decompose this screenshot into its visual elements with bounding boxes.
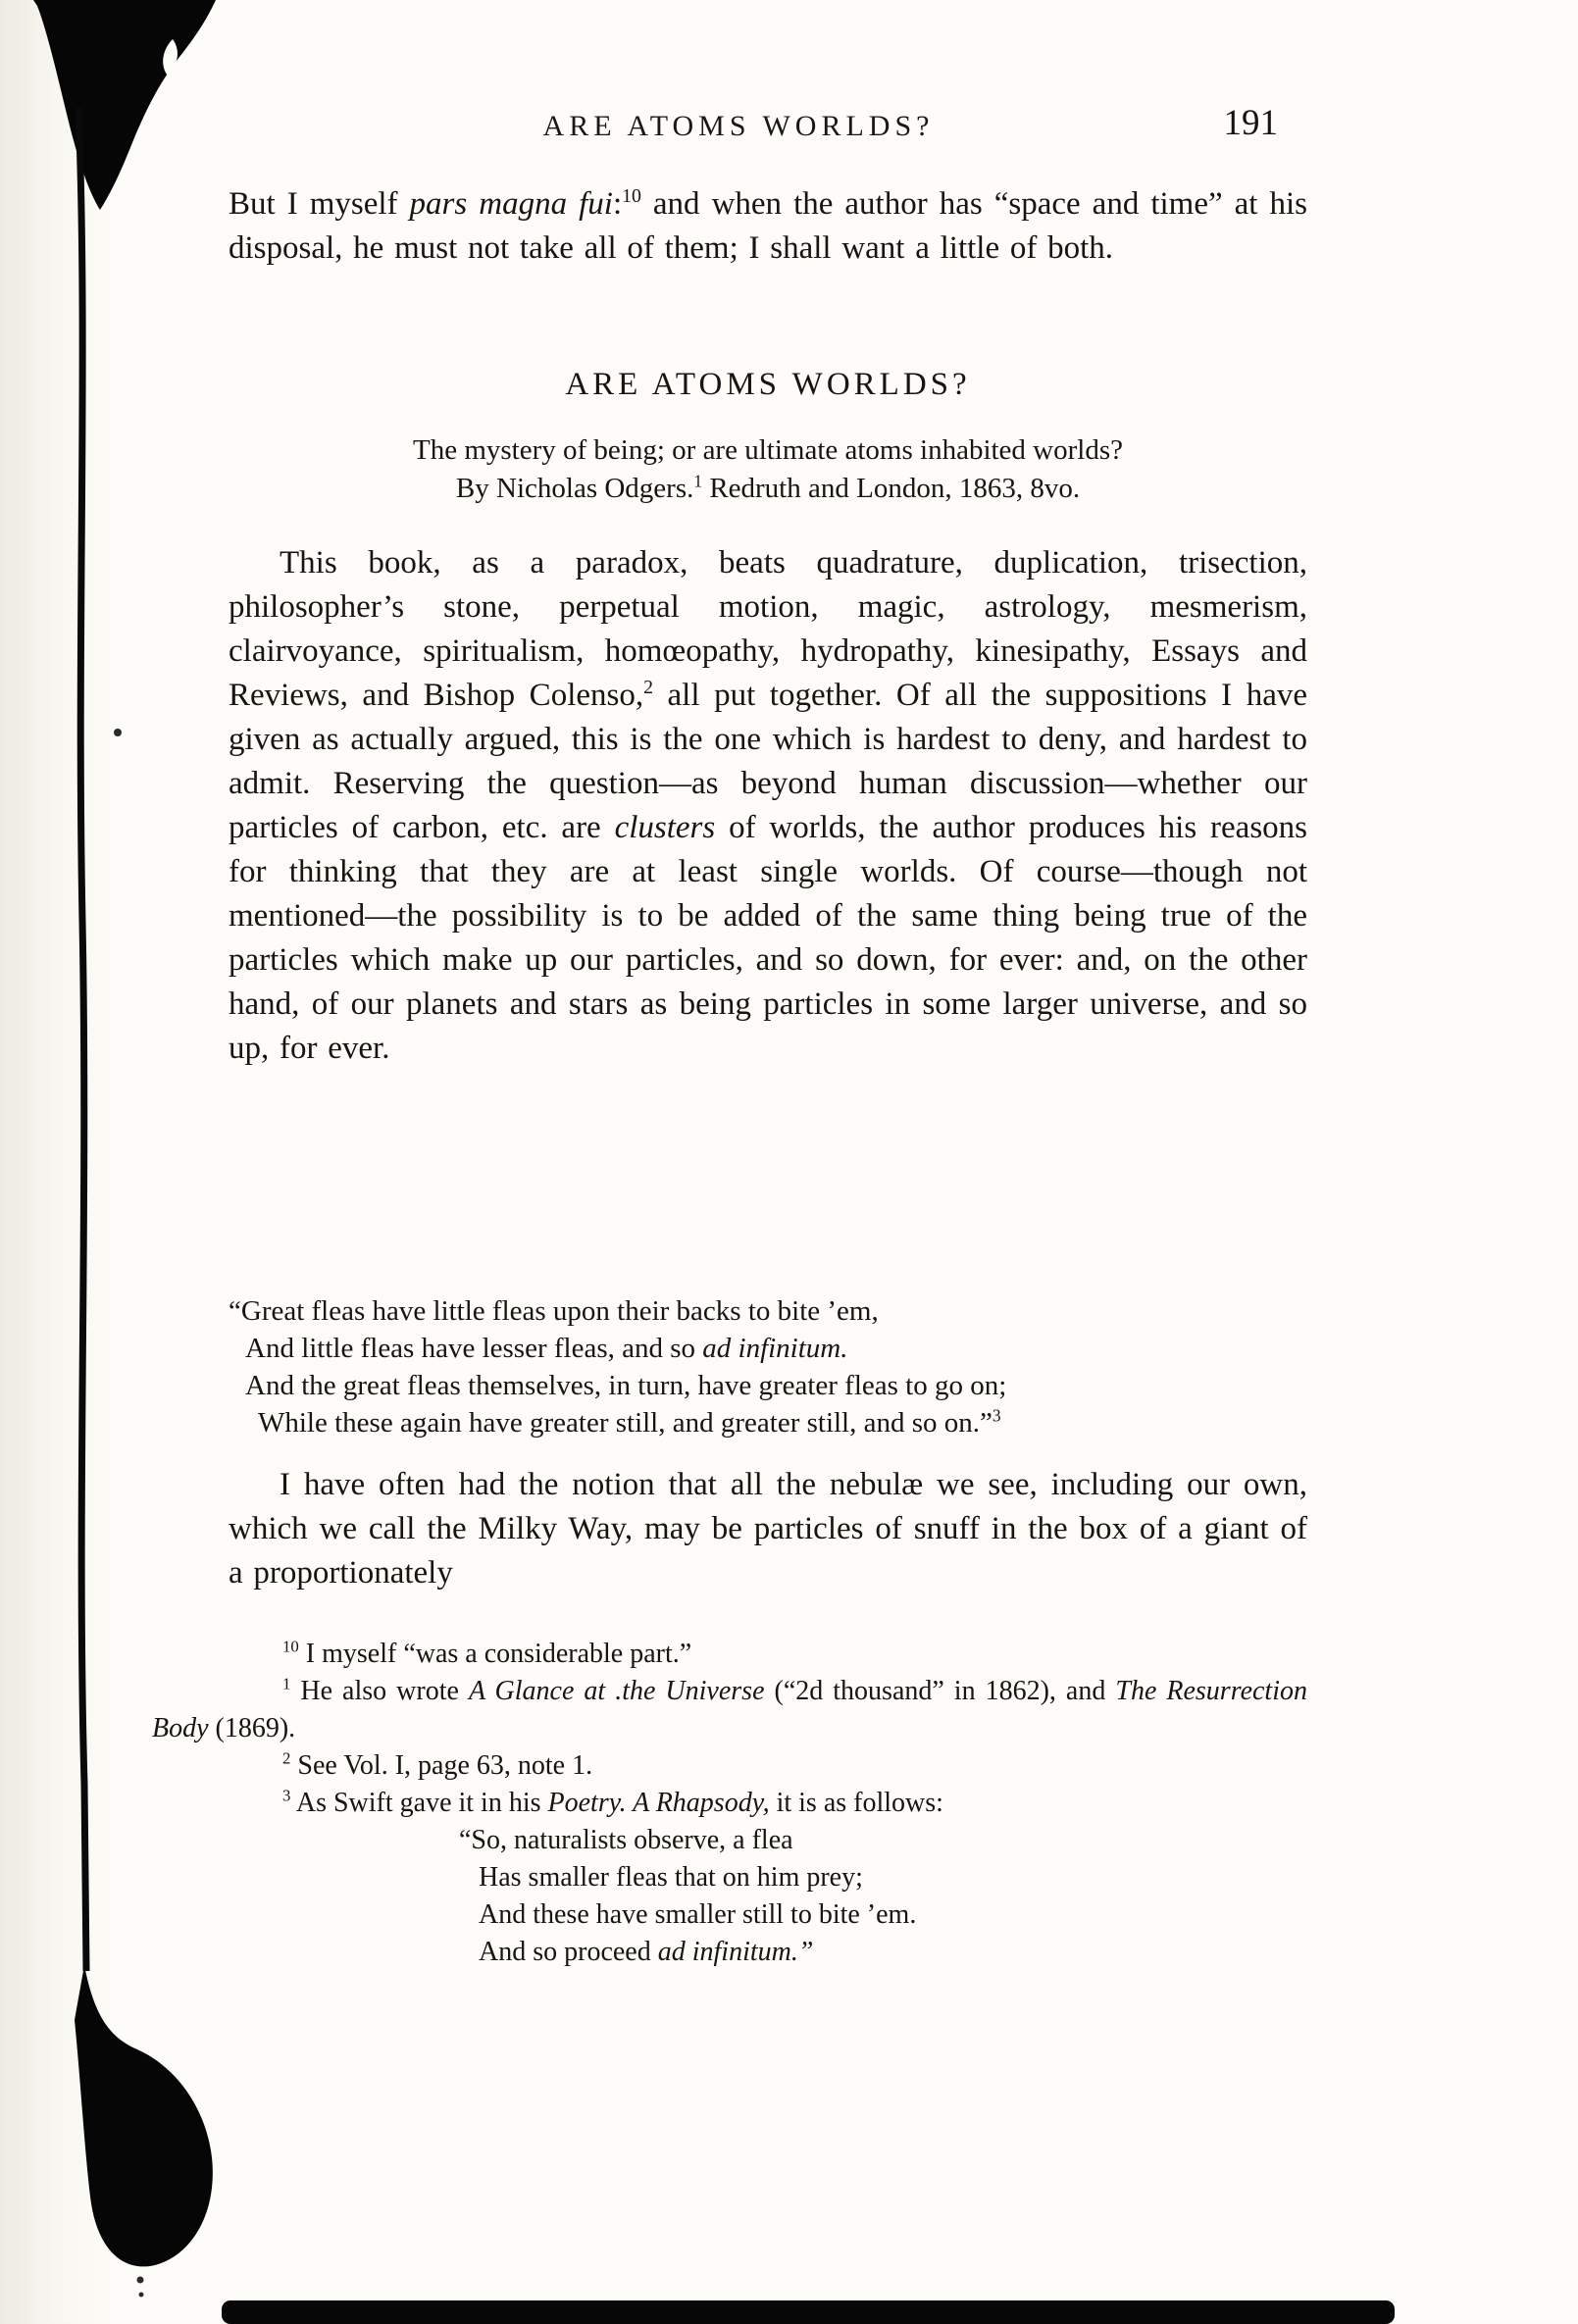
text-run: But I myself [229, 186, 410, 222]
text-run: of worlds, the author produces his reasons for thinking that they are at least single worlds. Of course—though not mentioned—the possibility is to be added of the same thing being true of the particles which make up our particles, and so down, for ever: and, on the other hand, of our planets and stars as being particles in some larger universe, and so up, for ever. [229, 810, 1307, 1066]
verse-block [229, 1292, 1307, 1441]
running-header [229, 102, 1307, 153]
text-run: While these again have greater still, and greater still, and so on.” [258, 1407, 993, 1439]
text-run-italic: ad infinitum.” [657, 1937, 814, 1967]
text-run: I myself “was a considerable part.” [298, 1639, 692, 1669]
verse-line-2 [245, 1330, 1307, 1367]
text-run: (1869). [208, 1713, 296, 1743]
verse-line-3: And the great fleas themselves, in turn, have greater fleas to go on; [245, 1370, 1007, 1401]
text-run-italic: Poetry. A Rhapsody, [547, 1788, 770, 1818]
page-number: 191 [1223, 103, 1278, 143]
text-run: This book, as a paradox, beats quadrature, duplication, trisection, philosopher’s stone, perpetual motion, magic, astrology, mesmerism, clairvoyance, spiritualism, homœopathy, hydropathy, kinesipathy, Essays and Reviews, and Bishop Colenso, [229, 545, 1307, 713]
section-heading: ARE ATOMS WORLDS? [565, 367, 971, 402]
gutter-line [78, 108, 86, 1971]
ink-blot-notch [163, 39, 178, 75]
footnote-verse-line-3: And these have smaller still to bite ’em. [479, 1899, 917, 1930]
verse-line-1: “Great fleas have little fleas upon their backs to bite ’em, [229, 1295, 879, 1327]
ink-speck [139, 2293, 144, 2298]
text-run: it is as follows: [769, 1788, 943, 1818]
text-run: And little fleas have lesser fleas, and so [245, 1333, 703, 1364]
citation-line-2 [229, 470, 1307, 508]
footnote-marker-2: 2 [643, 677, 653, 698]
text-run: and when the author has “space and time” at his disposal, he must not take all of them; I shall want a little of both. [229, 186, 1308, 266]
citation-block [229, 431, 1307, 508]
text-run: : [612, 186, 623, 222]
footnotes-block [152, 1636, 1307, 1971]
text-run: (“2d thousand” in 1862), and [764, 1676, 1116, 1706]
text-run: Redruth and London, 1863, 8vo. [702, 473, 1081, 504]
footnote-marker-1: 1 [693, 471, 703, 491]
running-title: ARE ATOMS WORLDS? [542, 110, 935, 142]
footnote-10 [229, 1636, 1307, 1673]
text-run-italic: pars magna fui [409, 186, 613, 222]
scan-bar-bottom [222, 2300, 1395, 2324]
citation-line-1: The mystery of being; or are ultimate atoms inhabited worlds? [413, 434, 1123, 466]
text-run-italic: clusters [614, 810, 716, 845]
ink-blot-top-left-icon [33, 0, 216, 210]
text-run-italic: The Resurrection Body [152, 1676, 1307, 1743]
footnote-verse-line-4 [479, 1934, 1307, 1971]
paragraph-nebulae: I have often had the notion that all the nebulæ we see, including our own, which we call the Milky Way, may be particles of snuff in the box of a giant of a proportionately [229, 1467, 1307, 1591]
text-run-italic: ad infinitum. [702, 1333, 848, 1364]
paragraph-main [229, 541, 1307, 1071]
text-run: all put together. Of all the suppositions I have given as actually argued, this is the one which is hardest to deny, and hardest to admit. Reserving the question—as beyond human discussion—whether our particles of carbon, etc. are [229, 678, 1308, 845]
footnote-1 [152, 1673, 1307, 1747]
verse-line-4 [258, 1404, 1307, 1441]
text-run: As Swift gave it in his [290, 1788, 548, 1818]
text-run: See Vol. I, page 63, note 1. [290, 1750, 593, 1781]
footnote-verse-line-2: Has smaller fleas that on him prey; [479, 1862, 863, 1893]
text-run: And so proceed [479, 1937, 658, 1967]
footnote-10-marker: 10 [282, 1637, 299, 1656]
footnote-verse-line-1: “So, naturalists observe, a flea [459, 1825, 793, 1855]
footnote-marker-10: 10 [622, 185, 641, 207]
text-run: He also wrote [290, 1676, 469, 1706]
text-run: By Nicholas Odgers. [455, 473, 694, 504]
footnote-2 [229, 1747, 1307, 1785]
text-run-italic: A Glance at .the Universe [468, 1676, 765, 1706]
paragraph-intro [229, 182, 1307, 271]
ink-speck [114, 729, 122, 736]
footnote-marker-3: 3 [992, 1405, 1001, 1426]
footnote-3-verse [459, 1822, 1307, 1971]
ink-speck [137, 2277, 144, 2284]
ink-blot-bottom-left-icon [75, 1965, 213, 2266]
footnote-2-marker: 2 [282, 1748, 291, 1768]
footnote-3-marker: 3 [282, 1786, 291, 1805]
footnote-1-marker: 1 [282, 1674, 291, 1693]
footnote-3 [229, 1785, 1307, 1822]
